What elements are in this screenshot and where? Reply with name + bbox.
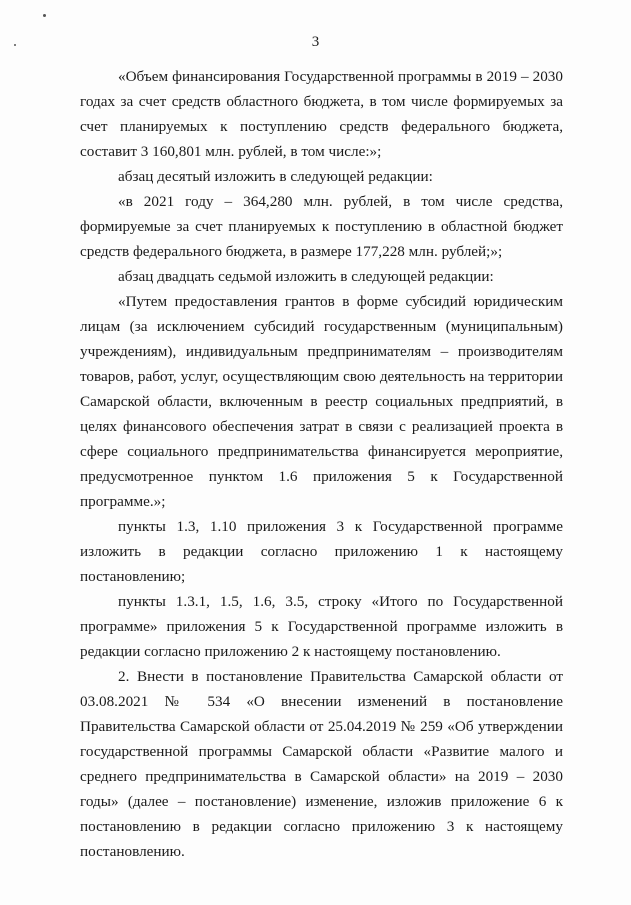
paragraph-instruction-twenty-seventh: абзац двадцать седьмой изложить в следующей редакции: bbox=[118, 268, 494, 285]
paragraph-instruction-tenth: абзац десятый изложить в следующей редакции: bbox=[118, 168, 433, 185]
paragraph-appendix-3: пункты 1.3, 1.10 приложения 3 к Государственной программе изложить в редакции согласно приложению 1 к настоящему постановлению; bbox=[80, 518, 563, 585]
paragraph-financing-volume: «Объем финансирования Государственной программы в 2019 – 2030 годах за счет средств областного бюджета, в том числе формируемых за счет планируемых к поступлению средств федерального бюджета, составит 3 160,801 млн. рублей, в том числе:»; bbox=[80, 68, 563, 160]
scan-artifact bbox=[43, 14, 46, 17]
paragraph-grants: «Путем предоставления грантов в форме субсидий юридическим лицам (за исключением субсидий государственным (муниципальным) учреждениям), индивидуальным предпринимателям – производителям товаров, работ, услуг, осуществляющим свою деятельность на территории Самарской области, включенным в реестр социальных предприятий, в целях финансового обеспечения затрат в связи с реализацией проекта в сфере социального предпринимательства финансируется мероприятие, предусмотренное пунктом 1.6 приложения 5 к Государственной программе.»; bbox=[80, 293, 563, 510]
paragraph-2021-amount: «в 2021 году – 364,280 млн. рублей, в том числе средства, формируемые за счет планируемых к поступлению в областной бюджет средств федерального бюджета, в размере 177,228 млн. рублей;»; bbox=[80, 193, 563, 260]
page-number: 3 bbox=[311, 34, 320, 50]
paragraph-appendix-5: пункты 1.3.1, 1.5, 1.6, 3.5, строку «Итого по Государственной программе» приложения 5 к Государственной программе изложить в редакции согласно приложению 2 к настоящему постановлению. bbox=[80, 593, 563, 660]
document-body bbox=[80, 64, 563, 864]
paragraph-item-2: 2. Внести в постановление Правительства Самарской области от 03.08.2021 № 534 «О внесении изменений в постановление Правительства Самарской области от 25.04.2019 № 259 «Об утверждении государственной программы Самарской области «Развитие малого и среднего предпринимательства в Самарской области» на 2019 – 2030 годы» (далее – постановление) изменение, изложив приложение 6 к постановлению в редакции согласно приложению 3 к настоящему постановлению. bbox=[80, 668, 563, 860]
